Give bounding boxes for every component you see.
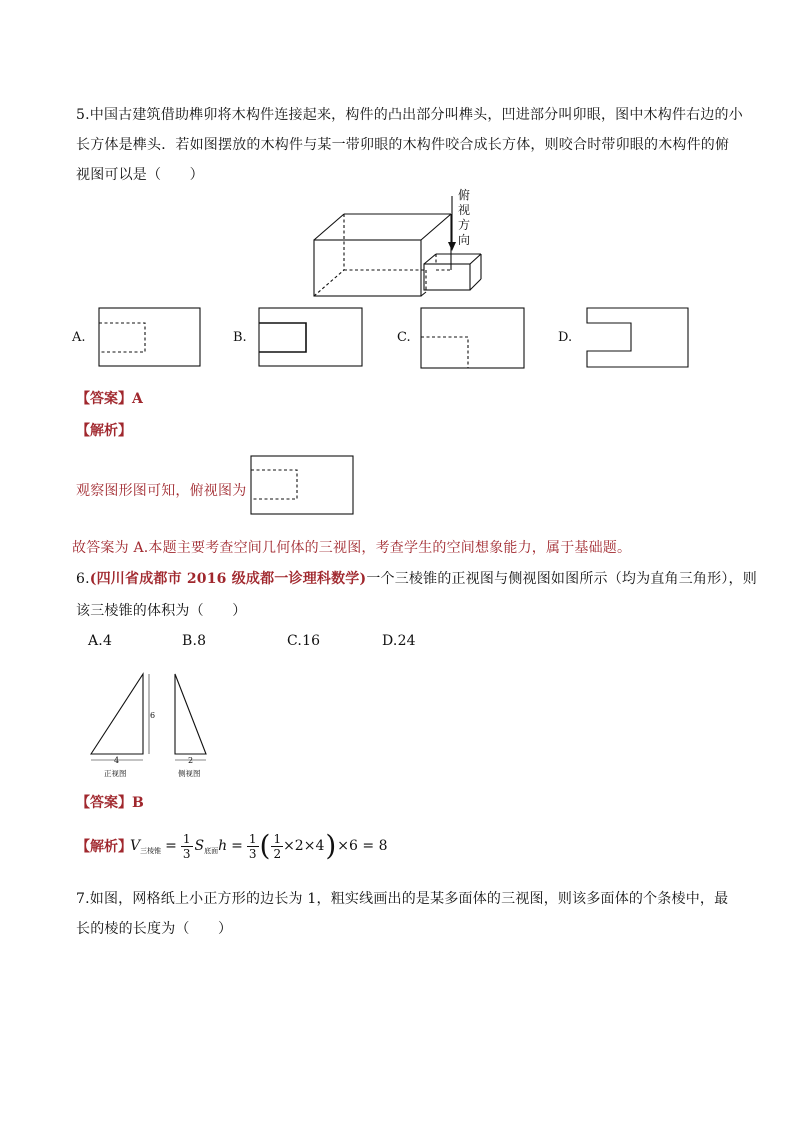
frac-num: 1 <box>273 831 282 846</box>
q7-line2: 长的棱的长度为（ ） <box>76 921 233 937</box>
answer-tag: 【答案】 <box>76 391 132 407</box>
formula-v: V <box>130 838 141 854</box>
q6-line2: 该三棱锥的体积为（ ） <box>76 603 247 619</box>
front-view-caption: 正视图 <box>104 769 127 778</box>
q7-line1: 7.如图，网格纸上小正方形的边长为 1，粗实线画出的是某多面体的三视图，则该多面体的个条棱中，最 <box>76 891 729 907</box>
formula-s-sub: 底面 <box>204 847 219 855</box>
option-d-figure <box>585 306 691 370</box>
frac-den: 2 <box>273 846 282 861</box>
q5-answer <box>76 388 143 408</box>
fraction-one-third <box>181 832 193 861</box>
q5-analysis-text: 观察图形图可知，俯视图为 <box>76 483 247 499</box>
formula-tail: ×6 = 8 <box>337 838 388 854</box>
frac-num: 1 <box>182 831 191 846</box>
view-direction-label <box>458 188 472 248</box>
paren-close: ) <box>325 829 337 862</box>
q6-choice-a: A.4 <box>88 633 113 649</box>
dim-base-front-label: 4 <box>114 756 120 765</box>
formula-eq2: = <box>231 838 243 854</box>
analysis-top-view-figure <box>250 455 356 517</box>
frac-num: 1 <box>248 831 257 846</box>
formula-h: h <box>218 838 228 854</box>
answer-value: B <box>132 795 144 811</box>
q5-line2: 长方体是榫头．若如图摆放的木构件与某一带卯眼的木构件咬合成长方体，则咬合时带卯眼的木构件的俯 <box>76 137 730 153</box>
q6-source: (四川省成都市 2016 级成都一诊理科数学) <box>89 571 367 587</box>
q6-analysis-tag: 【解析】 <box>76 839 132 855</box>
dim-base-side-label: 2 <box>188 756 194 765</box>
option-d-label: D. <box>558 330 573 345</box>
option-b-label: B. <box>233 330 247 345</box>
option-b-figure <box>258 306 364 368</box>
answer-tag: 【答案】 <box>76 795 132 811</box>
formula-inner: ×2×4 <box>283 838 325 854</box>
fraction-one-third-2 <box>247 832 259 861</box>
q6-choice-d: D.24 <box>382 633 416 649</box>
option-c-label: C. <box>397 330 411 345</box>
fraction-one-half <box>271 832 283 861</box>
dim-height-label: 6 <box>150 711 156 720</box>
frac-den: 3 <box>248 846 257 861</box>
option-c-figure <box>420 306 526 370</box>
frac-den: 3 <box>182 846 191 861</box>
q6-choice-b: B.8 <box>182 633 207 649</box>
q5-conclusion: 故答案为 A.本题主要考查空间几何体的三视图，考查学生的空间想象能力，属于基础题。 <box>72 540 632 556</box>
formula-eq: = <box>165 838 177 854</box>
down-arrow-icon <box>448 242 456 251</box>
view-direction-char: 俯 <box>458 188 471 202</box>
option-a-label: A. <box>72 330 86 345</box>
formula-s: S <box>194 838 205 854</box>
q6-line1 <box>76 568 757 588</box>
option-a-figure <box>98 306 202 368</box>
q6-answer <box>76 792 144 812</box>
view-direction-char: 向 <box>458 233 471 247</box>
pyramid-views-figure <box>86 666 222 782</box>
view-direction-char: 方 <box>458 218 471 232</box>
q6-text: 一个三棱锥的正视图与侧视图如图所示（均为直角三角形），则 <box>366 571 757 587</box>
formula-v-sub: 三棱锥 <box>140 847 162 855</box>
side-view-caption: 侧视图 <box>178 769 201 778</box>
view-direction-char: 视 <box>458 203 471 217</box>
q6-choice-c: C.16 <box>287 633 321 649</box>
volume-formula <box>130 826 387 866</box>
paren-open: ( <box>259 829 271 862</box>
q5-analysis-tag: 【解析】 <box>76 423 132 439</box>
q5-line3: 视图可以是（ ） <box>76 167 204 183</box>
q5-line1: 5.中国古建筑借助榫卯将木构件连接起来，构件的凸出部分叫榫头，凹进部分叫卯眼，图中木构件右边的小 <box>76 107 743 123</box>
answer-value: A <box>132 391 143 407</box>
q6-number: 6. <box>76 571 90 587</box>
